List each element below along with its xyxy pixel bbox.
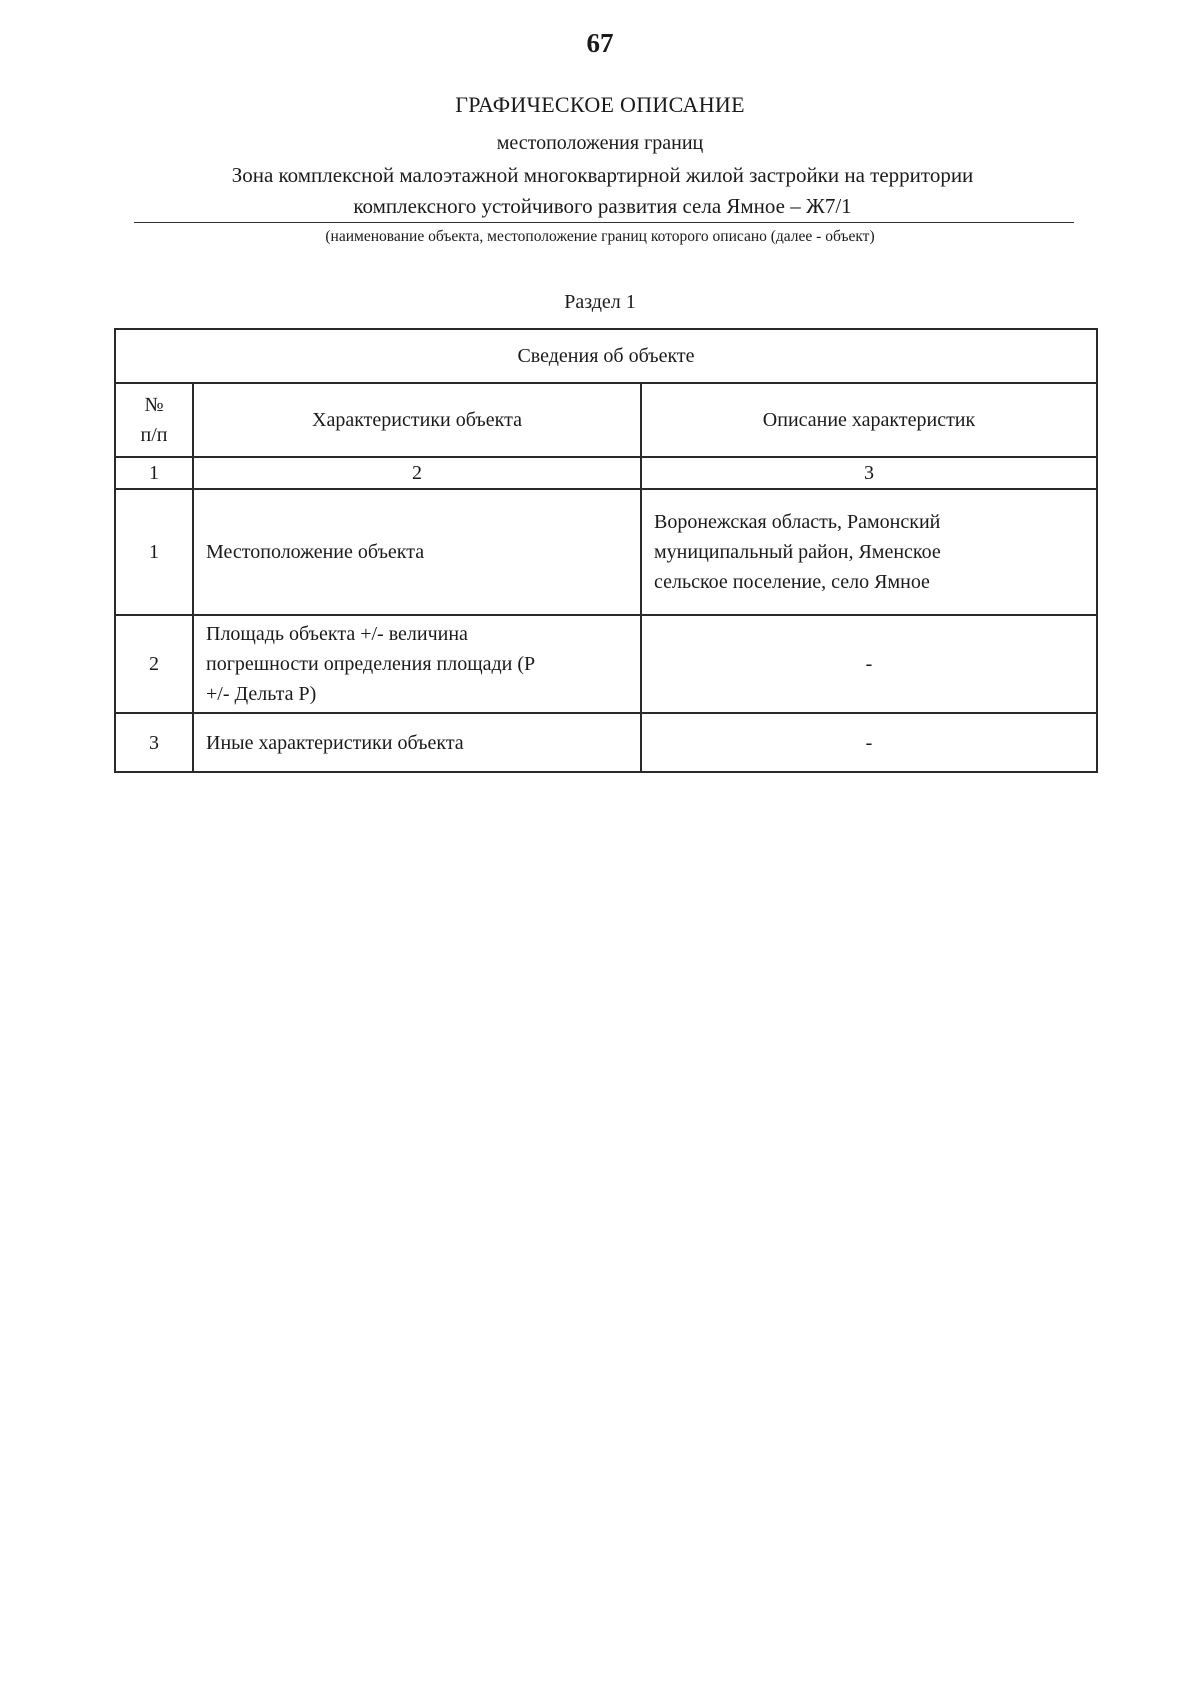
document-subtitle: местоположения границ <box>496 132 704 154</box>
row-characteristic-line: Площадь объекта +/- величина <box>206 623 468 645</box>
object-name-underline <box>134 222 1074 223</box>
column-header-number-line-2: п/п <box>140 424 168 446</box>
column-header-number-line-1: № <box>144 394 164 416</box>
row-number: 2 <box>115 615 193 713</box>
column-number: 3 <box>641 457 1097 489</box>
object-name-line-1: Зона комплексной малоэтажной многоквартирной жилой застройки на территории <box>231 163 974 187</box>
table-row <box>115 489 1097 615</box>
column-header-number <box>115 383 193 457</box>
row-description-line: Воронежская область, Рамонский <box>654 511 941 533</box>
row-characteristic-line: погрешности определения площади (Р <box>206 653 536 675</box>
table-heading: Сведения об объекте <box>115 329 1097 383</box>
row-characteristic-line: Местоположение объекта <box>206 541 425 563</box>
row-description: - <box>641 713 1097 772</box>
object-info-table <box>114 328 1098 773</box>
row-description: - <box>641 615 1097 713</box>
row-description <box>641 489 1097 615</box>
document-title: ГРАФИЧЕСКОЕ ОПИСАНИЕ <box>455 92 745 117</box>
section-heading: Раздел 1 <box>564 291 636 313</box>
column-number: 2 <box>193 457 641 489</box>
row-characteristic: Иные характеристики объекта <box>193 713 641 772</box>
table-row <box>115 713 1097 772</box>
row-description-line: сельское поселение, село Ямное <box>654 571 930 593</box>
row-number: 1 <box>115 489 193 615</box>
table-row <box>115 615 1097 713</box>
column-number: 1 <box>115 457 193 489</box>
row-description-line: муниципальный район, Яменское <box>654 541 941 563</box>
object-name <box>130 160 1075 222</box>
row-characteristic <box>193 489 641 615</box>
page-number: 67 <box>586 28 614 58</box>
row-characteristic-line: +/- Дельта Р) <box>206 683 317 705</box>
table-heading-row <box>115 329 1097 383</box>
column-header-description: Описание характеристик <box>641 383 1097 457</box>
row-characteristic <box>193 615 641 713</box>
table-column-numbers-row <box>115 457 1097 489</box>
column-header-characteristic: Характеристики объекта <box>193 383 641 457</box>
table-column-header-row <box>115 383 1097 457</box>
row-number: 3 <box>115 713 193 772</box>
object-name-line-2: комплексного устойчивого развития села Ямное – Ж7/1 <box>353 194 852 218</box>
object-name-caption: (наименование объекта, местоположение границ которого описано (далее - объект) <box>325 228 875 245</box>
